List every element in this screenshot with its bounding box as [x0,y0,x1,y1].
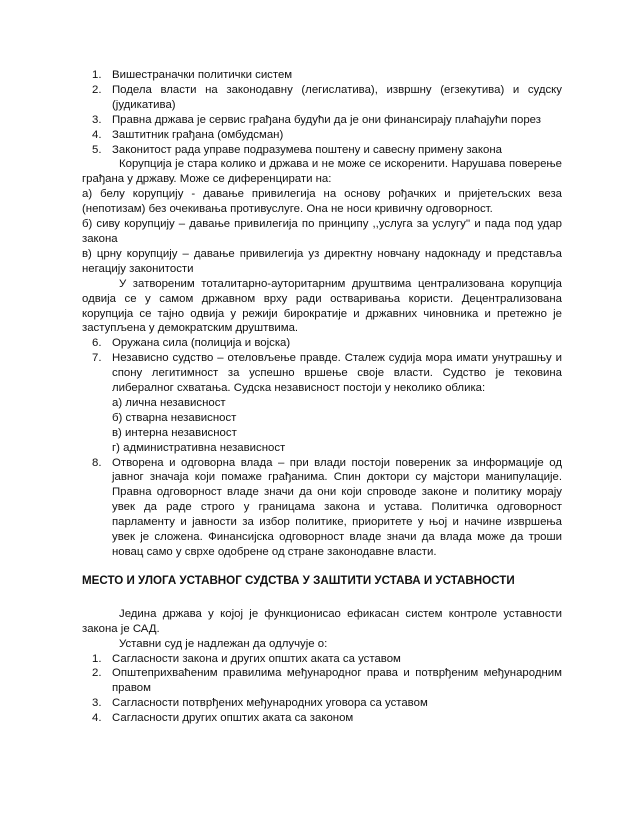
section-heading: МЕСТО И УЛОГА УСТАВНОГ СУДСТВА У ЗАШТИТИ УСТАВА И УСТАВНОСТИ [82,573,515,587]
list-number: 6. [92,337,102,350]
list-item [82,143,562,158]
document-body [82,68,562,726]
court-intro-paragraph: Уставни суд је надлежан да одлучује о: [119,637,328,650]
sub-list-item: г) административна независност [112,441,286,454]
list-number: 8. [92,456,102,469]
list-text: Сагласности потврђених међународних уговора са уставом [112,697,428,710]
totalitarian-paragraph: У затвореним тоталитарно-ауторитарним друштвима централизована корупција одвија се у самом државном врху ради остваривања користи. Децентрализована корупција се тајно одвија у режији бирократије и државних чиновника и претежно је заступљена у демократским друштвима. [82,277,562,335]
list-number: 1. [92,652,102,665]
list-number: 7. [92,352,102,365]
list-item [82,83,562,113]
list-item [82,711,562,726]
list-item [82,128,562,143]
corruption-intro-paragraph: Корупција је стара колико и држава и не може се искоренити. Нарушава поверење грађана у државу. Може се диференцирати на: [82,158,562,186]
list-item [82,351,562,455]
list-text: Вишестраначки политички систем [112,69,293,81]
list-number: 2. [92,667,102,680]
sub-list-item: в) интерна независност [112,426,237,439]
list-text: Општеприхваћеним правилима међународног права и потврђеним међународним правом [112,667,562,695]
list-text: Сагласности других општих аката са законом [112,712,354,725]
list-number: 4. [92,712,102,725]
sub-list-item: б) стварна независност [112,411,237,424]
principles-list-continued [82,336,562,560]
list-item [82,652,562,667]
spacer [82,589,562,607]
list-item [82,68,562,83]
black-corruption-paragraph: в) црну корупцију – давање привилегија уз директну новчану надокнаду и представља негацију законитости [82,247,562,275]
list-number: 2. [92,83,102,96]
list-number: 3. [92,697,102,710]
list-text: Подела власти на законодавну (легислатива), извршну (егзекутива) и судску (јудикатива) [112,83,562,111]
list-number: 5. [92,143,102,156]
list-text: Оружана сила (полиција и војска) [112,337,291,350]
list-number: 3. [92,113,102,126]
principles-list [82,68,562,157]
list-item [82,696,562,711]
list-text: Сагласности закона и других општих аката са уставом [112,652,401,665]
sub-list-item: а) лична независност [112,396,226,409]
list-text: Законитост рада управе подразумева поштену и савесну примену закона [112,143,502,156]
list-item [82,336,562,351]
court-competences-list [82,652,562,727]
list-text: Заштитник грађана (омбудсман) [112,128,284,141]
white-corruption-paragraph: а) белу корупцију - давање привилегија на основу рођачких и пријетељских веза (непотизам) без очекивања противуслуге. Она не носи кривичну одговорност. [82,188,562,216]
list-text: Отворена и одговорна влада – при влади постоји повереник за информације од јавног значаја који помаже грађанима. Спин доктори су мајстори манипулације. Правна одговорност владе значи да они који спроводе законе и политику морају увек да раде строго у границама закона и устава. Политичка одговорност парламенту и јавности за избор политике, приоритете у њој и начине извршења увек је сложена. Финансијска одговорност владе значи да влада може да троши новац само у сврхе одобрене од стране законодавне власти. [112,456,562,558]
independence-forms-list [112,396,562,456]
usa-paragraph: Једина држава у којој је функционисао ефикасан систем контроле уставности закона је САД. [82,607,562,635]
grey-corruption-paragraph: б) сиву корупцију – давање привилегија по принципу ,,услуга за услугу'' и пада под удар закона [82,218,562,245]
list-item [82,456,562,560]
list-text: Независно судство – отеловљење правде. Сталеж судија мора имати унутрашњу и спону легитимност за успешно вршење своје власти. Судство је тековина либералног схватања. Судска независност постоји у неколико облика: [112,352,562,395]
list-number: 1. [92,69,102,81]
list-item [82,666,562,696]
list-item [82,113,562,128]
list-text: Правна држава је сервис грађана будући да је они финансирају плаћајући порез [112,113,541,126]
list-number: 4. [92,128,102,141]
